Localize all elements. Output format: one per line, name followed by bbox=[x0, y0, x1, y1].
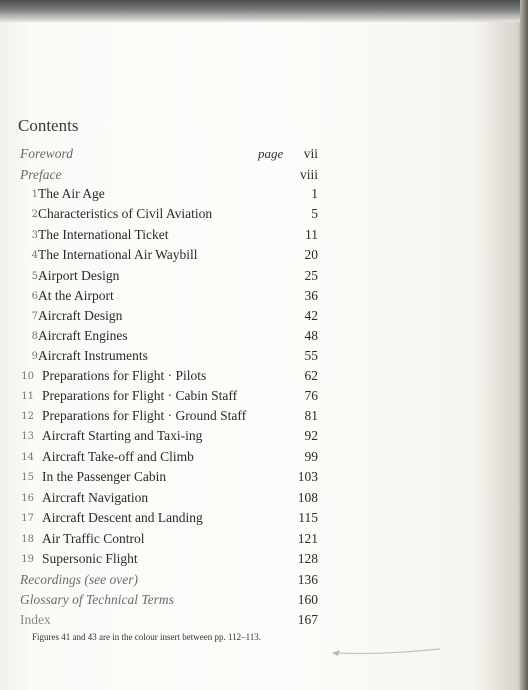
toc-entry bbox=[0, 288, 528, 308]
entry-label: The Air Age bbox=[38, 186, 105, 201]
chapter-number: 4 bbox=[31, 250, 38, 261]
toc-entry bbox=[0, 308, 528, 328]
chapter-number: 1 bbox=[31, 189, 38, 200]
entry-label: Aircraft Engines bbox=[38, 328, 128, 343]
entry-label: The International Air Waybill bbox=[38, 247, 198, 262]
entry-label: Aircraft Instruments bbox=[38, 348, 148, 363]
chapter-number: 8 bbox=[31, 331, 38, 342]
toc-entry bbox=[0, 510, 528, 530]
toc-entry bbox=[0, 408, 528, 428]
entry-label: Preparations for Flight · Pilots bbox=[42, 368, 207, 383]
toc-entry bbox=[0, 490, 528, 510]
entry-page: 81 bbox=[304, 408, 318, 423]
chapter-number: 6 bbox=[31, 291, 38, 302]
entry-page: 48 bbox=[304, 328, 318, 343]
chapter-number: 3 bbox=[31, 230, 38, 241]
entry-label: Characteristics of Civil Aviation bbox=[38, 206, 213, 221]
entry-page: 115 bbox=[298, 510, 318, 525]
toc-entry bbox=[0, 469, 528, 489]
chapter-number: 19 bbox=[21, 554, 34, 565]
entry-page: 167 bbox=[297, 612, 318, 627]
toc-entry bbox=[0, 449, 528, 469]
toc-entry bbox=[0, 368, 528, 388]
entry-label: Preparations for Flight · Cabin Staff bbox=[42, 388, 238, 403]
entry-page: 42 bbox=[304, 308, 318, 323]
toc-entry bbox=[0, 247, 528, 267]
toc-entry bbox=[0, 227, 528, 247]
entry-page: 121 bbox=[297, 531, 318, 546]
entry-page: 108 bbox=[297, 490, 318, 505]
toc-entry bbox=[0, 592, 528, 612]
chapter-number: 18 bbox=[21, 534, 34, 545]
chapter-number: 9 bbox=[31, 351, 38, 362]
toc-entry bbox=[0, 551, 528, 571]
toc-entry bbox=[0, 612, 528, 632]
entry-page: 5 bbox=[311, 206, 318, 221]
entry-page: viii bbox=[299, 167, 318, 182]
chapter-number: 12 bbox=[21, 411, 34, 422]
toc-entry bbox=[0, 388, 528, 408]
entry-page: 62 bbox=[304, 368, 318, 383]
entry-page: 136 bbox=[297, 572, 318, 587]
toc-entry bbox=[0, 428, 528, 448]
entry-label: Airport Design bbox=[38, 268, 120, 283]
entry-page: 128 bbox=[297, 551, 318, 566]
chapter-number: 11 bbox=[21, 391, 34, 402]
chapter-number: 7 bbox=[31, 311, 38, 322]
entry-page: 92 bbox=[304, 428, 318, 443]
entry-label: Glossary of Technical Terms bbox=[20, 592, 174, 607]
entry-label: Air Traffic Control bbox=[42, 531, 145, 546]
chapter-number: 13 bbox=[21, 431, 34, 442]
entry-label: Index bbox=[20, 612, 51, 627]
entry-label: Aircraft Descent and Landing bbox=[42, 510, 203, 525]
entry-page: 20 bbox=[304, 247, 318, 262]
toc-entry bbox=[0, 268, 528, 288]
chapter-number: 14 bbox=[21, 452, 34, 463]
toc-entry bbox=[0, 531, 528, 551]
entry-label: Aircraft Starting and Taxi-ing bbox=[42, 428, 203, 443]
entry-label: Aircraft Navigation bbox=[42, 490, 149, 505]
chapter-number: 5 bbox=[31, 271, 38, 282]
entry-label: Recordings (see over) bbox=[20, 572, 138, 587]
entry-label: Aircraft Take-off and Climb bbox=[42, 449, 194, 464]
entry-page: 76 bbox=[304, 388, 318, 403]
entry-page: 11 bbox=[305, 227, 318, 242]
pencil-mark bbox=[330, 646, 442, 660]
toc-entry bbox=[0, 572, 528, 592]
entry-label: Preparations for Flight · Ground Staff bbox=[42, 408, 247, 423]
entry-label: Supersonic Flight bbox=[42, 551, 138, 566]
entry-label: Aircraft Design bbox=[38, 308, 123, 323]
entry-label: Preface bbox=[20, 167, 62, 182]
toc-entry bbox=[0, 328, 528, 348]
entry-label: Foreword bbox=[20, 146, 73, 161]
chapter-number: 15 bbox=[21, 472, 34, 483]
top-edge bbox=[0, 0, 528, 22]
figures-note: Figures 41 and 43 are in the colour insert between pp. 112–113. bbox=[32, 632, 262, 642]
chapter-number: 2 bbox=[31, 209, 38, 220]
toc-entry bbox=[0, 348, 528, 368]
entry-page: vii bbox=[303, 146, 318, 161]
entry-page: 25 bbox=[304, 268, 318, 283]
contents-title: Contents bbox=[18, 116, 79, 135]
chapter-number: 10 bbox=[21, 371, 34, 382]
chapter-number: 16 bbox=[21, 493, 34, 504]
entry-page: 160 bbox=[297, 592, 318, 607]
entry-label: In the Passenger Cabin bbox=[42, 469, 167, 484]
entry-label: At the Airport bbox=[38, 288, 114, 303]
toc-entry bbox=[0, 206, 528, 226]
entry-page: 1 bbox=[311, 186, 318, 201]
page-column-header: page bbox=[258, 146, 284, 161]
entry-label: The International Ticket bbox=[38, 227, 169, 242]
toc-entry bbox=[0, 167, 528, 187]
entry-page: 36 bbox=[304, 288, 318, 303]
entry-page: 103 bbox=[297, 469, 318, 484]
toc-entry bbox=[0, 146, 528, 166]
toc-entry bbox=[0, 186, 528, 206]
chapter-number: 17 bbox=[21, 513, 34, 524]
entry-page: 55 bbox=[304, 348, 318, 363]
entry-page: 99 bbox=[304, 449, 318, 464]
